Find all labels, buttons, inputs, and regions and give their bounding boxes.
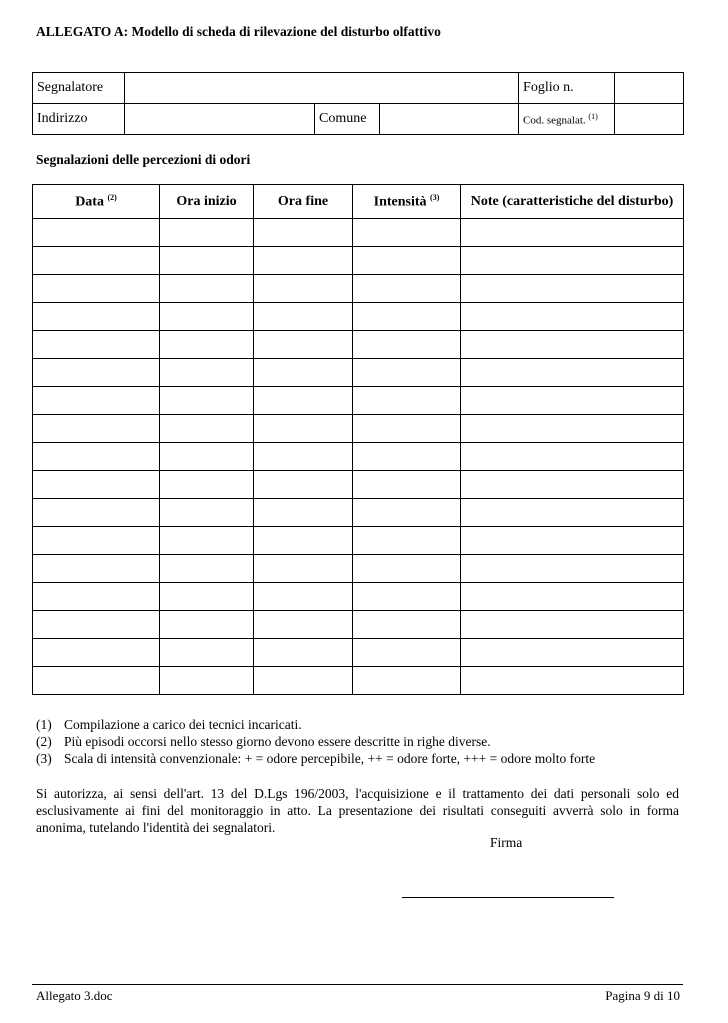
cell-intensita[interactable] xyxy=(353,555,461,583)
cell-ora-fine[interactable] xyxy=(254,275,353,303)
table-row xyxy=(33,527,684,555)
cell-intensita[interactable] xyxy=(353,639,461,667)
cell-ora-inizio[interactable] xyxy=(160,219,254,247)
cell-intensita[interactable] xyxy=(353,583,461,611)
cell-note[interactable] xyxy=(461,499,684,527)
cell-ora-fine[interactable] xyxy=(254,387,353,415)
cell-note[interactable] xyxy=(461,611,684,639)
cell-intensita[interactable] xyxy=(353,387,461,415)
cell-note[interactable] xyxy=(461,527,684,555)
cell-ora-fine[interactable] xyxy=(254,667,353,695)
cell-ora-fine[interactable] xyxy=(254,471,353,499)
signature-label: Firma xyxy=(490,835,523,850)
table-row xyxy=(33,443,684,471)
table-row xyxy=(33,247,684,275)
col-intensita-label: Intensità xyxy=(373,194,427,210)
cell-ora-fine[interactable] xyxy=(254,359,353,387)
cell-data[interactable] xyxy=(33,527,160,555)
cell-data[interactable] xyxy=(33,387,160,415)
cell-ora-inizio[interactable] xyxy=(160,639,254,667)
cell-ora-inizio[interactable] xyxy=(160,247,254,275)
odor-table-body xyxy=(33,219,684,695)
cod-segnalat-text: Cod. segnalat. xyxy=(523,114,586,127)
col-data-label: Data xyxy=(75,194,104,210)
segnalatore-field[interactable] xyxy=(125,73,519,104)
table-row xyxy=(33,415,684,443)
cell-data[interactable] xyxy=(33,359,160,387)
cell-intensita[interactable] xyxy=(353,471,461,499)
footnotes xyxy=(36,716,681,767)
cod-segnalat-field[interactable] xyxy=(615,104,684,135)
cell-note[interactable] xyxy=(461,443,684,471)
footer-page-number: Pagina 9 di 10 xyxy=(605,988,680,1003)
cell-data[interactable] xyxy=(33,611,160,639)
footnote-3 xyxy=(36,750,681,767)
table-row xyxy=(33,611,684,639)
document-title: ALLEGATO A: Modello di scheda di rilevazione del disturbo olfattivo xyxy=(36,24,441,39)
cell-intensita[interactable] xyxy=(353,527,461,555)
cell-ora-inizio[interactable] xyxy=(160,611,254,639)
cell-intensita[interactable] xyxy=(353,667,461,695)
comune-label: Comune xyxy=(315,104,380,135)
cell-intensita[interactable] xyxy=(353,247,461,275)
cell-note[interactable] xyxy=(461,471,684,499)
cell-note[interactable] xyxy=(461,583,684,611)
cell-note[interactable] xyxy=(461,331,684,359)
cell-ora-inizio[interactable] xyxy=(160,471,254,499)
cell-note[interactable] xyxy=(461,639,684,667)
odor-reports-table xyxy=(32,184,684,695)
cell-data[interactable] xyxy=(33,667,160,695)
cell-ora-inizio[interactable] xyxy=(160,387,254,415)
cell-intensita[interactable] xyxy=(353,499,461,527)
footer-filename: Allegato 3.doc xyxy=(36,988,113,1003)
cell-ora-inizio[interactable] xyxy=(160,331,254,359)
cell-note[interactable] xyxy=(461,303,684,331)
col-intensita xyxy=(353,185,461,219)
footnote-text: Scala di intensità convenzionale: + = odore percepibile, ++ = odore forte, +++ = odore molto forte xyxy=(64,751,596,766)
signature-line[interactable] xyxy=(402,897,614,898)
foglio-field[interactable] xyxy=(615,73,684,104)
col-note: Note (caratteristiche del disturbo) xyxy=(461,185,684,219)
table-row xyxy=(33,275,684,303)
cell-ora-inizio[interactable] xyxy=(160,667,254,695)
cell-note[interactable] xyxy=(461,247,684,275)
cell-ora-inizio[interactable] xyxy=(160,499,254,527)
footnote-number: (3) xyxy=(36,751,52,766)
cell-ora-fine[interactable] xyxy=(254,415,353,443)
table-row xyxy=(33,639,684,667)
table-row xyxy=(33,471,684,499)
cell-ora-inizio[interactable] xyxy=(160,359,254,387)
reporter-info-table xyxy=(32,72,684,135)
table-header-row xyxy=(33,185,684,219)
comune-field[interactable] xyxy=(380,104,519,135)
cell-intensita[interactable] xyxy=(353,303,461,331)
footnote-1 xyxy=(36,716,681,733)
cell-intensita[interactable] xyxy=(353,275,461,303)
cell-ora-inizio[interactable] xyxy=(160,303,254,331)
cell-data[interactable] xyxy=(33,443,160,471)
footnote-number: (2) xyxy=(36,734,52,749)
cell-data[interactable] xyxy=(33,219,160,247)
cell-intensita[interactable] xyxy=(353,443,461,471)
foglio-label: Foglio n. xyxy=(519,73,615,104)
indirizzo-field[interactable] xyxy=(125,104,315,135)
cell-intensita[interactable] xyxy=(353,219,461,247)
cell-data[interactable] xyxy=(33,331,160,359)
cell-ora-fine[interactable] xyxy=(254,499,353,527)
cell-data[interactable] xyxy=(33,303,160,331)
footnote-number: (1) xyxy=(36,717,52,732)
cell-data[interactable] xyxy=(33,499,160,527)
cell-intensita[interactable] xyxy=(353,359,461,387)
cell-note[interactable] xyxy=(461,359,684,387)
section-title: Segnalazioni delle percezioni di odori xyxy=(36,152,251,167)
cell-intensita[interactable] xyxy=(353,331,461,359)
cell-ora-fine[interactable] xyxy=(254,639,353,667)
cell-note[interactable] xyxy=(461,415,684,443)
cell-ora-fine[interactable] xyxy=(254,555,353,583)
table-row xyxy=(33,331,684,359)
cod-segnalat-label xyxy=(519,104,615,135)
cod-footnote-ref: (1) xyxy=(588,111,598,121)
cell-ora-fine[interactable] xyxy=(254,443,353,471)
table-row xyxy=(33,387,684,415)
cell-ora-fine[interactable] xyxy=(254,219,353,247)
cell-data[interactable] xyxy=(33,639,160,667)
footer-divider xyxy=(32,984,683,985)
cell-note[interactable] xyxy=(461,667,684,695)
cell-note[interactable] xyxy=(461,555,684,583)
footnote-2 xyxy=(36,733,681,750)
cell-note[interactable] xyxy=(461,387,684,415)
col-data xyxy=(33,185,160,219)
cell-ora-inizio[interactable] xyxy=(160,555,254,583)
cell-ora-fine[interactable] xyxy=(254,303,353,331)
table-row xyxy=(33,219,684,247)
indirizzo-label: Indirizzo xyxy=(33,104,125,135)
cell-ora-fine[interactable] xyxy=(254,331,353,359)
cell-data[interactable] xyxy=(33,471,160,499)
table-row xyxy=(33,583,684,611)
cell-ora-inizio[interactable] xyxy=(160,275,254,303)
cell-note[interactable] xyxy=(461,219,684,247)
footnote-text: Più episodi occorsi nello stesso giorno devono essere descritte in righe diverse. xyxy=(64,734,491,749)
table-row xyxy=(33,667,684,695)
cell-ora-fine[interactable] xyxy=(254,527,353,555)
privacy-consent-paragraph: Si autorizza, ai sensi dell'art. 13 del D.Lgs 196/2003, l'acquisizione e il trattamento dei dati personali solo ed esclusivamente ai fini del monitoraggio in atto. La presentazione dei risultati conseguiti avverrà solo in forma anonima, tutelando l'identità dei segnalatori. xyxy=(36,786,679,835)
cell-ora-fine[interactable] xyxy=(254,247,353,275)
footnote-text: Compilazione a carico dei tecnici incaricati. xyxy=(64,717,302,732)
cell-ora-inizio[interactable] xyxy=(160,443,254,471)
table-row xyxy=(33,303,684,331)
cell-data[interactable] xyxy=(33,275,160,303)
table-row xyxy=(33,499,684,527)
cell-intensita[interactable] xyxy=(353,415,461,443)
col-ora-inizio: Ora inizio xyxy=(160,185,254,219)
cell-ora-inizio[interactable] xyxy=(160,415,254,443)
cell-note[interactable] xyxy=(461,275,684,303)
col-data-footnote-ref: (2) xyxy=(107,192,117,202)
cell-ora-inizio[interactable] xyxy=(160,527,254,555)
cell-data[interactable] xyxy=(33,583,160,611)
cell-ora-fine[interactable] xyxy=(254,611,353,639)
cell-data[interactable] xyxy=(33,555,160,583)
segnalatore-label: Segnalatore xyxy=(33,73,125,104)
cell-intensita[interactable] xyxy=(353,611,461,639)
table-row xyxy=(33,555,684,583)
cell-data[interactable] xyxy=(33,415,160,443)
cell-ora-inizio[interactable] xyxy=(160,583,254,611)
cell-ora-fine[interactable] xyxy=(254,583,353,611)
cell-data[interactable] xyxy=(33,247,160,275)
col-ora-fine: Ora fine xyxy=(254,185,353,219)
table-row xyxy=(33,359,684,387)
col-intensita-footnote-ref: (3) xyxy=(430,192,440,202)
